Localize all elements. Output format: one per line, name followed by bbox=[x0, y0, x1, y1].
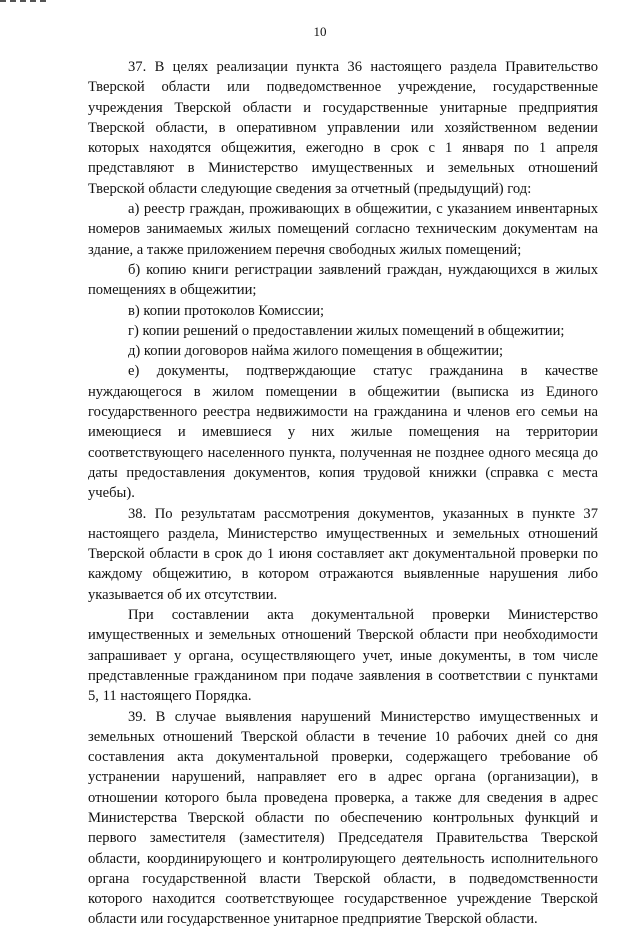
list-item-b: б) копию книги регистрации заявлений граждан, нуждающихся в жилых помещениях в общежитии; bbox=[88, 261, 598, 299]
list-item-e: е) документы, подтверждающие статус гражданина в качестве нуждающегося в жилом помещении в общежитии (выписка из Единого государственного реестра недвижимости на гражданина и членов его семьи на имеющиеся и имевшиеся у них жилые помещения на территории соответствующего населенного пункта, полученная не позднее одного месяца до даты предоставления документов, копия трудовой книжки (справка с места учебы). bbox=[88, 363, 598, 502]
paragraph-37: 37. В целях реализации пункта 36 настоящего раздела Правительство Тверской области или подведомственное учреждение, государственные учреждения Тверской области и государственные унитарные предприятия Тверской области, в оперативном управлении или хозяйственном ведении которых находятся общежития, ежегодно в срок с 1 января по 1 апреля представляют в Министерство имущественных и земельных отношений Тверской области следующие сведения за отчетный (предыдущий) год: bbox=[88, 59, 598, 197]
list-item-d: д) копии договоров найма жилого помещения в общежитии; bbox=[128, 343, 504, 360]
list-item-a: а) реестр граждан, проживающих в общежитии, с указанием инвентарных номеров занимаемых жилых помещений согласно техническим документам на здание, а также приложением перечня свободных жилых помещений; bbox=[88, 201, 598, 258]
paragraph-39: 39. В случае выявления нарушений Министерство имущественных и земельных отношений Тверской области в течение 10 рабочих дней со дня составления акта документальной проверки, содержащего требование об устранении нарушений, направляет его в адрес органа (организации), в отношении которого была проведена проверка, а также для сведения в адрес Министерства Тверской области по обеспечению контрольных функций и первого заместителя (заместителя) Председателя Правительства Тверской области, координирующего и контролирующего деятельность исполнительного органа государственной власти Тверской области, в подведомственности которого находится соответствующее государственное учреждение Тверской области или государственное унитарное предприятие Тверской области. bbox=[88, 708, 598, 928]
list-item-v: в) копии протоколов Комиссии; bbox=[128, 302, 325, 319]
paragraph-38-continuation: При составлении акта документальной проверки Министерство имущественных и земельных отношений Тверской области при необходимости запрашивает у органа, осуществляющего учет, иные документы, в том числе представленные гражданином при подаче заявления в соответствии с пунктами 5, 11 настоящего Порядка. bbox=[88, 607, 598, 705]
list-item-g: г) копии решений о предоставлении жилых помещений в общежитии; bbox=[128, 322, 565, 339]
page-number: 10 bbox=[313, 24, 327, 39]
paragraph-38: 38. По результатам рассмотрения документов, указанных в пункте 37 настоящего раздела, Министерство имущественных и земельных отношений Тверской области в срок до 1 июня составляет акт документальной проверки по каждому общежитию, в котором отражаются выявленные нарушения либо указывается об их отсутствии. bbox=[88, 505, 598, 603]
scan-corner-mark bbox=[0, 0, 46, 6]
document-body bbox=[88, 57, 598, 930]
